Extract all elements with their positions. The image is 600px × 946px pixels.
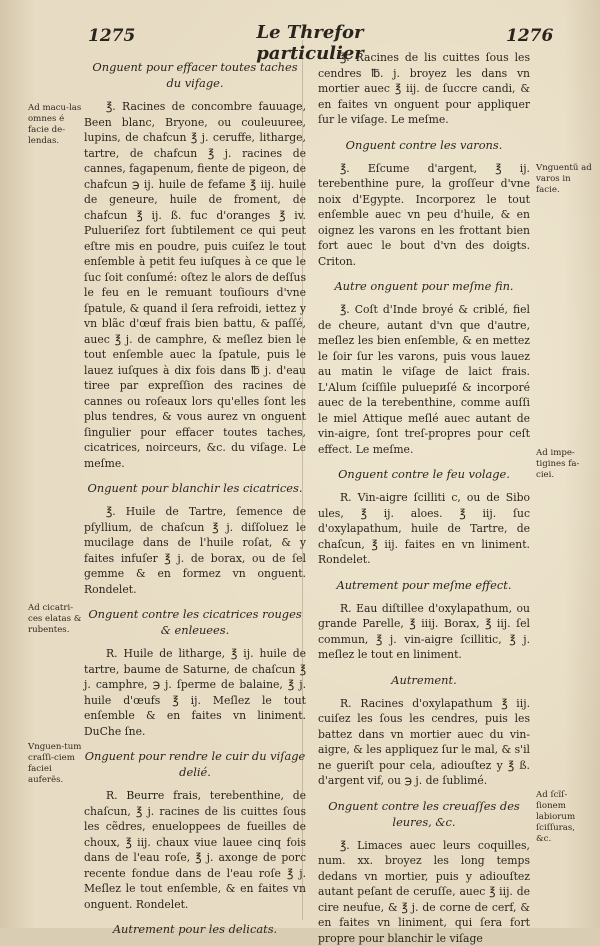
margin-note: Ad cicatri-ces elatas & rubentes. <box>28 603 84 636</box>
margin-note: Ad ſcĩſ-ſionem labiorum ſciſſuras, &c. <box>536 790 592 845</box>
margin-note: Ad macu-las omnes é facie de-lendas. <box>28 103 84 147</box>
recipe-paragraph: ℥. Limaces auec leurs coquilles, num. xx. broyez les long temps dedans vn mortier, puis y adiouſtez autant peſant de ceruſſe, auec ℥ iij. de cire neufue, & ℥ j. de corne de cerf, & en faites vn liniment, qui ſera fort propre pour blanchir le viſage <box>318 838 530 946</box>
right-text-column <box>318 50 530 910</box>
recipe-heading: Autrement. <box>318 672 530 688</box>
recipe-paragraph: ℥. Racines de lis cuittes ſous les cendres ℔. j. broyez les dans vn mortier auec ℥ iij. de ſuccre candi, & en faites vn onguent pour appliquer ſur le viſage. Le meſme. <box>318 50 530 128</box>
recipe-paragraph: ℥. Racines de concombre fauuage, Been blanc, Bryone, ou couleuuree, lupins, de chafcun ℥ j. ceruffe, litharge, tartre, de chafcun ℥ j. racines de cannes, fagapenum, fiente de pigeon, de chafcun ℈ ij. huile de fefame ℥ iij. huile de geneure, huile de froment, de chafcun ℥ ij. ß. fuc d'oranges ℥ iv. Pulueriſez fort ſubtilement ce qui peut eſtre mis en poudre, puis cuiſez le tout enſemble à petit feu iuſques à ce que le ſuc ſoit conſumé: oſtez le alors de deſſus le feu en le remuant touſiours d'vne ſpatule, & quand il ſera refroidi, iettez y vn blãc d'œuf frais bien battu, & paſſé, auec ℥ j. de camphre, & meſlez bien le tout enſemble auec la ſpatule, puis le lauez iuſques à dix fois dans ℔ j. d'eau tiree par expreſſion des racines de cannes ou roſeaux lors qu'elles ſont les plus tendres, & vous aurez vn onguent ſingulier pour effacer toutes taches, cicatrices, noirceurs, &c. du viſage. Le meſme. <box>84 99 306 471</box>
recipe-paragraph: ℥. Eſcume d'argent, ℥ ij. terebenthine pure, la groſſeur d'vne noix d'Egypte. Incorporez le tout enſemble auec vn peu d'huile, & en oignez les varons en les frottant bien fort auec le bout d'vn des doigts. Criton. <box>318 161 530 270</box>
recipe-heading: Autrement pour meſme effect. <box>318 577 530 593</box>
page-number-left: 1275 <box>88 26 135 46</box>
margin-note: Ad impe-tigines fa-ciei. <box>536 448 592 481</box>
running-title: Le Threfor particulier <box>200 22 420 64</box>
margin-note: Vnguen-tum craſſi-ciem faciei auferẽs. <box>28 742 84 786</box>
recipe-heading: Onguent pour blanchir les cicatrices. <box>84 480 306 496</box>
recipe-paragraph: R. Vin-aigre ſcilliti c, ou de Sibo ules, ℥ ij. aloes. ℥ iij. ſuc d'oxylapathum, huile de Tartre, de chaſcun, ℥ iij. faites en vn liniment. Rondelet. <box>318 490 530 568</box>
recipe-heading: Onguent contre le feu volage. <box>318 466 530 482</box>
recipe-paragraph: ℥. Coſt d'Inde broyé & criblé, fiel de cheure, autant d'vn que d'autre, meſlez les bien enſemble, & en mettez le ſoir ſur les varons, puis vous lauez au matin le viſage de laict frais. L'Alum ſciſſile puluериſé & incorporé auec de la terebenthine, comme auſſi le miel Attique meſlé auec autant de vin-aigre, ſont treſ-propres pour ceſt effect. Le meſme. <box>318 302 530 457</box>
margin-note: Vnguentũ ad varos in facie. <box>536 163 592 196</box>
recipe-heading: Onguent contre les creuaſſes des leures, &c. <box>318 798 530 830</box>
page-number-right: 1276 <box>506 26 553 46</box>
recipe-paragraph: ℥. Huile de Tartre, ſemence de pſyllium, de chaſcun ℥ j. diſſoluez le mucilage dans de l'huile roſat, & y faites infuſer ℥ j. de borax, ou de ſel gemme & en formez vn onguent. Rondelet. <box>84 504 306 597</box>
recipe-heading: Onguent contre les cicatrices rouges & enleuees. <box>84 606 306 638</box>
recipe-heading: Onguent contre les varons. <box>318 137 530 153</box>
recipe-paragraph: R. Beurre frais, terebenthine, de chaſcun, ℥ j. racines de lis cuittes ſous les cẽdres, enueloppees de fueilles de choux, ℥ iij. chaux viue lauee cinq fois dans de l'eau roſe, ℥ j. axonge de porc recente fondue dans de l'eau roſe ℥ j. Meſlez le tout enſemble, & en faites vn onguent. Rondelet. <box>84 788 306 912</box>
recipe-paragraph: R. Huile de litharge, ℥ ij. huile de tartre, baume de Saturne, de chaſcun ℥ j. camphre, ℈ j. ſperme de balaine, ℥ j. huile d'œufs ℥ ij. Meſlez le tout enſemble & en faites vn liniment. DuChe ſne. <box>84 646 306 739</box>
recipe-heading: Onguent pour effacer toutes taches du vifage. <box>84 59 306 91</box>
recipe-paragraph: R. Racines d'oxylapathum ℥ iij. cuiſez les ſous les cendres, puis les battez dans vn mortier auec du vin-aigre, & les appliquez ſur le mal, & s'il ne gueriſt pour cela, adiouſtez y ℥ ß. d'argent vif, ou ℈ j. de ſublimé. <box>318 696 530 789</box>
left-text-column <box>84 50 306 910</box>
recipe-heading: Autrement pour les delicats. <box>84 921 306 937</box>
recipe-paragraph: R. Eau diſtillee d'oxylapathum, ou grande Parelle, ℥ iiij. Borax, ℥ iij. ſel commun, ℥ j. vin-aigre ſcillitic, ℥ j. meſlez le tout en liniment. <box>318 601 530 663</box>
recipe-heading: Onguent pour rendre le cuir du viſage delié. <box>84 748 306 780</box>
recipe-heading: Autre onguent pour meſme fin. <box>318 278 530 294</box>
